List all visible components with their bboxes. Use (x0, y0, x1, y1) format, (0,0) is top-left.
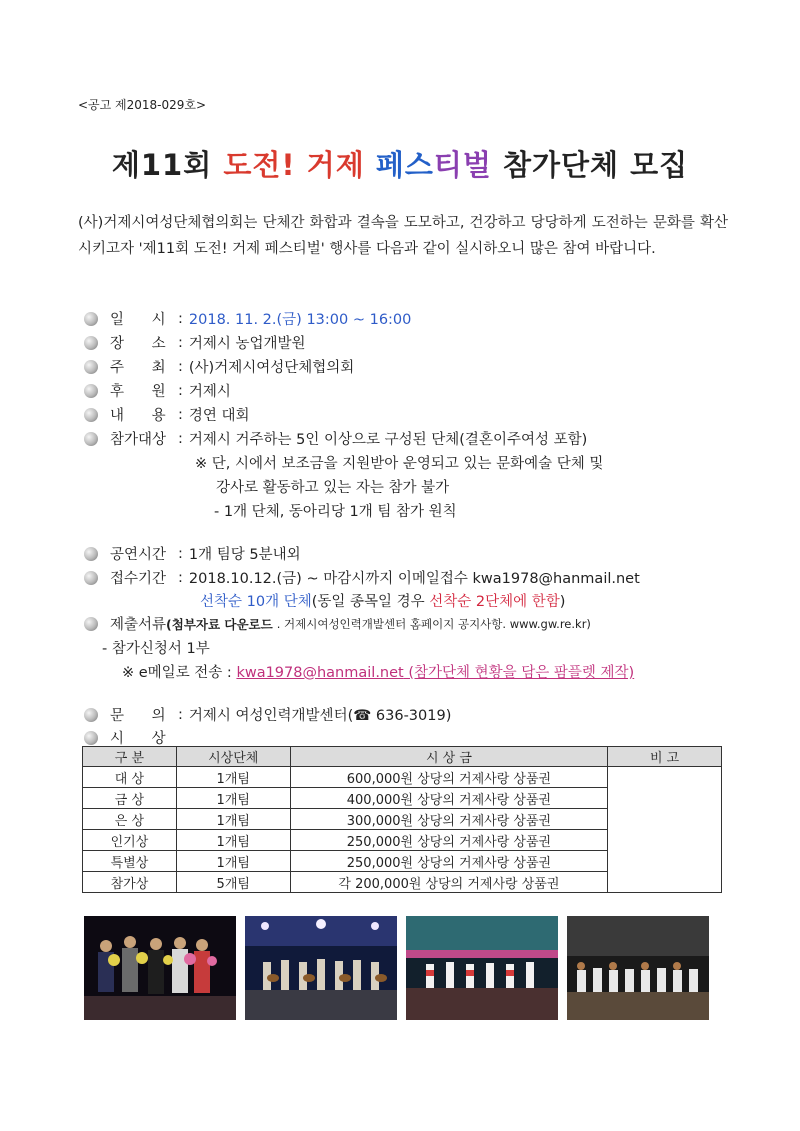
bullet-icon (84, 731, 98, 745)
period-value: 2018.10.12.(금) ~ 마감시까지 이메일접수 kwa1978@hanmail.net (188, 571, 640, 587)
teams-cell: 5개팀 (176, 872, 290, 893)
docs-value-a: (첨부자료 다운로드 (166, 616, 273, 632)
title-part1: 제11회 (111, 148, 224, 182)
photo-group-performance (567, 916, 709, 1020)
host-value: (사)거제시여성단체협의회 (188, 360, 355, 376)
place-value: 거제시 농업개발원 (188, 336, 306, 352)
period-note-d: ) (559, 594, 566, 610)
title-part4: 티벌 (433, 148, 492, 182)
teams-cell: 1개팀 (176, 851, 290, 872)
prize-table (82, 746, 722, 893)
page-title (0, 143, 800, 184)
perf-row: 공연시간 : 1개 팀당 5분내외 (84, 543, 301, 564)
title-part5: 참가단체 모집 (491, 148, 689, 182)
date-row: 일 시 : 2018. 11. 2.(금) 13:00 ~ 16:00 (84, 308, 411, 329)
grade-cell: 참가상 (83, 872, 177, 893)
amount-cell: 250,000원 상당의 거제사랑 상품권 (290, 851, 608, 872)
docs-label: 제출서류 (110, 617, 167, 633)
docs-sub2-c: (참가단체 현황을 담은 팜플렛 제작) (403, 665, 635, 681)
grade-cell: 은 상 (83, 809, 177, 830)
date-value: 2018. 11. 2.(금) 13:00 ~ 16:00 (188, 312, 412, 328)
bullet-icon (84, 547, 98, 561)
grade-cell: 금 상 (83, 788, 177, 809)
bullet-icon (84, 336, 98, 350)
inquiry-label: 문 의 (110, 708, 166, 724)
header-teams: 시상단체 (176, 747, 290, 767)
target-value: 거제시 거주하는 5인 이상으로 구성된 단체(결혼이주여성 포함) (188, 432, 588, 448)
content-label: 내 용 (110, 408, 166, 424)
sponsor-value: 거제시 (188, 384, 231, 400)
place-row: 장 소 : 거제시 농업개발원 (84, 332, 306, 353)
note-cell (608, 767, 722, 893)
amount-cell: 300,000원 상당의 거제사랑 상품권 (290, 809, 608, 830)
target-note-3: - 1개 단체, 동아리당 1개 팀 참가 원칙 (214, 504, 457, 520)
sponsor-label: 후 원 (110, 384, 166, 400)
perf-value: 1개 팀당 5분내외 (188, 547, 301, 563)
teams-cell: 1개팀 (176, 767, 290, 788)
photo-award-ceremony (84, 916, 236, 1020)
photo-ensemble-stage (406, 916, 558, 1020)
inquiry-row: 문 의 : 거제시 여성인력개발센터(☎ 636-3019) (84, 704, 451, 725)
amount-cell: 각 200,000원 상당의 거제사랑 상품권 (290, 872, 608, 893)
host-label: 주 최 (110, 360, 166, 376)
teams-cell: 1개팀 (176, 830, 290, 851)
header-note: 비 고 (608, 747, 722, 767)
period-note-a: 선착순 10개 단체 (200, 594, 312, 610)
teams-cell: 1개팀 (176, 809, 290, 830)
target-note-2: 강사로 활동하고 있는 자는 참가 불가 (216, 480, 450, 496)
grade-cell: 특별상 (83, 851, 177, 872)
email-link[interactable]: kwa1978@hanmail.net (236, 665, 404, 681)
bullet-icon (84, 432, 98, 446)
date-label: 일 시 (110, 312, 166, 328)
bullet-icon (84, 617, 98, 631)
award-row (84, 727, 174, 748)
teams-cell: 1개팀 (176, 788, 290, 809)
grade-cell: 인기상 (83, 830, 177, 851)
place-label: 장 소 (110, 336, 166, 352)
period-note-c: 선착순 2단체에 한함 (429, 594, 560, 610)
period-note-b: (동일 종목일 경우 (311, 594, 430, 610)
docs-row (84, 613, 591, 634)
period-label: 접수기간 (110, 571, 167, 587)
bullet-icon (84, 312, 98, 326)
docs-sub-1: - 참가신청서 1부 (102, 641, 210, 657)
table-header-row (83, 747, 722, 767)
bullet-icon (84, 571, 98, 585)
bullet-icon (84, 384, 98, 398)
perf-label: 공연시간 (110, 547, 167, 563)
amount-cell: 400,000원 상당의 거제사랑 상품권 (290, 788, 608, 809)
photo-guitar-stage (245, 916, 397, 1020)
grade-cell: 대 상 (83, 767, 177, 788)
target-label: 참가대상 (110, 432, 167, 448)
award-label: 시 상 (110, 731, 166, 747)
inquiry-value: 거제시 여성인력개발센터(☎ 636-3019) (188, 708, 452, 724)
period-note (200, 590, 565, 611)
target-note-1: ※ 단, 시에서 보조금을 지원받아 운영되고 있는 문화예술 단체 및 (195, 456, 604, 472)
intro-paragraph: (사)거제시여성단체협의회는 단체간 화합과 결속을 도모하고, 건강하고 당당하게 도전하는 문화를 확산시키고자 '제11회 도전! 거제 페스티벌' 행사를 다음과 같이 실시하오니 많은 참여 바랍니다. (78, 215, 728, 257)
header-amount: 시 상 금 (290, 747, 608, 767)
title-part2: 도전! 거제 (223, 148, 376, 182)
target-row: 참가대상 : 거제시 거주하는 5인 이상으로 구성된 단체(결혼이주여성 포함) (84, 428, 587, 449)
table-row (83, 767, 722, 788)
host-row: 주 최 : (사)거제시여성단체협의회 (84, 356, 354, 377)
docs-value-b: . 거제시여성인력개발센터 홈페이지 공지사항. www.gw.re.kr) (276, 616, 591, 631)
notice-number: <공고 제2018-029호> (78, 98, 207, 112)
header-grade: 구 분 (83, 747, 177, 767)
docs-sub-2 (122, 661, 634, 682)
bullet-icon (84, 708, 98, 722)
content-row: 내 용 : 경연 대회 (84, 404, 250, 425)
docs-sub2-a: ※ e메일로 전송 : (122, 665, 237, 681)
content-value: 경연 대회 (188, 408, 250, 424)
bullet-icon (84, 408, 98, 422)
bullet-icon (84, 360, 98, 374)
title-part3: 페스 (375, 148, 434, 182)
amount-cell: 250,000원 상당의 거제사랑 상품권 (290, 830, 608, 851)
period-row: 접수기간 : 2018.10.12.(금) ~ 마감시까지 이메일접수 kwa1978@hanmail.net (84, 567, 640, 588)
amount-cell: 600,000원 상당의 거제사랑 상품권 (290, 767, 608, 788)
sponsor-row: 후 원 : 거제시 (84, 380, 231, 401)
